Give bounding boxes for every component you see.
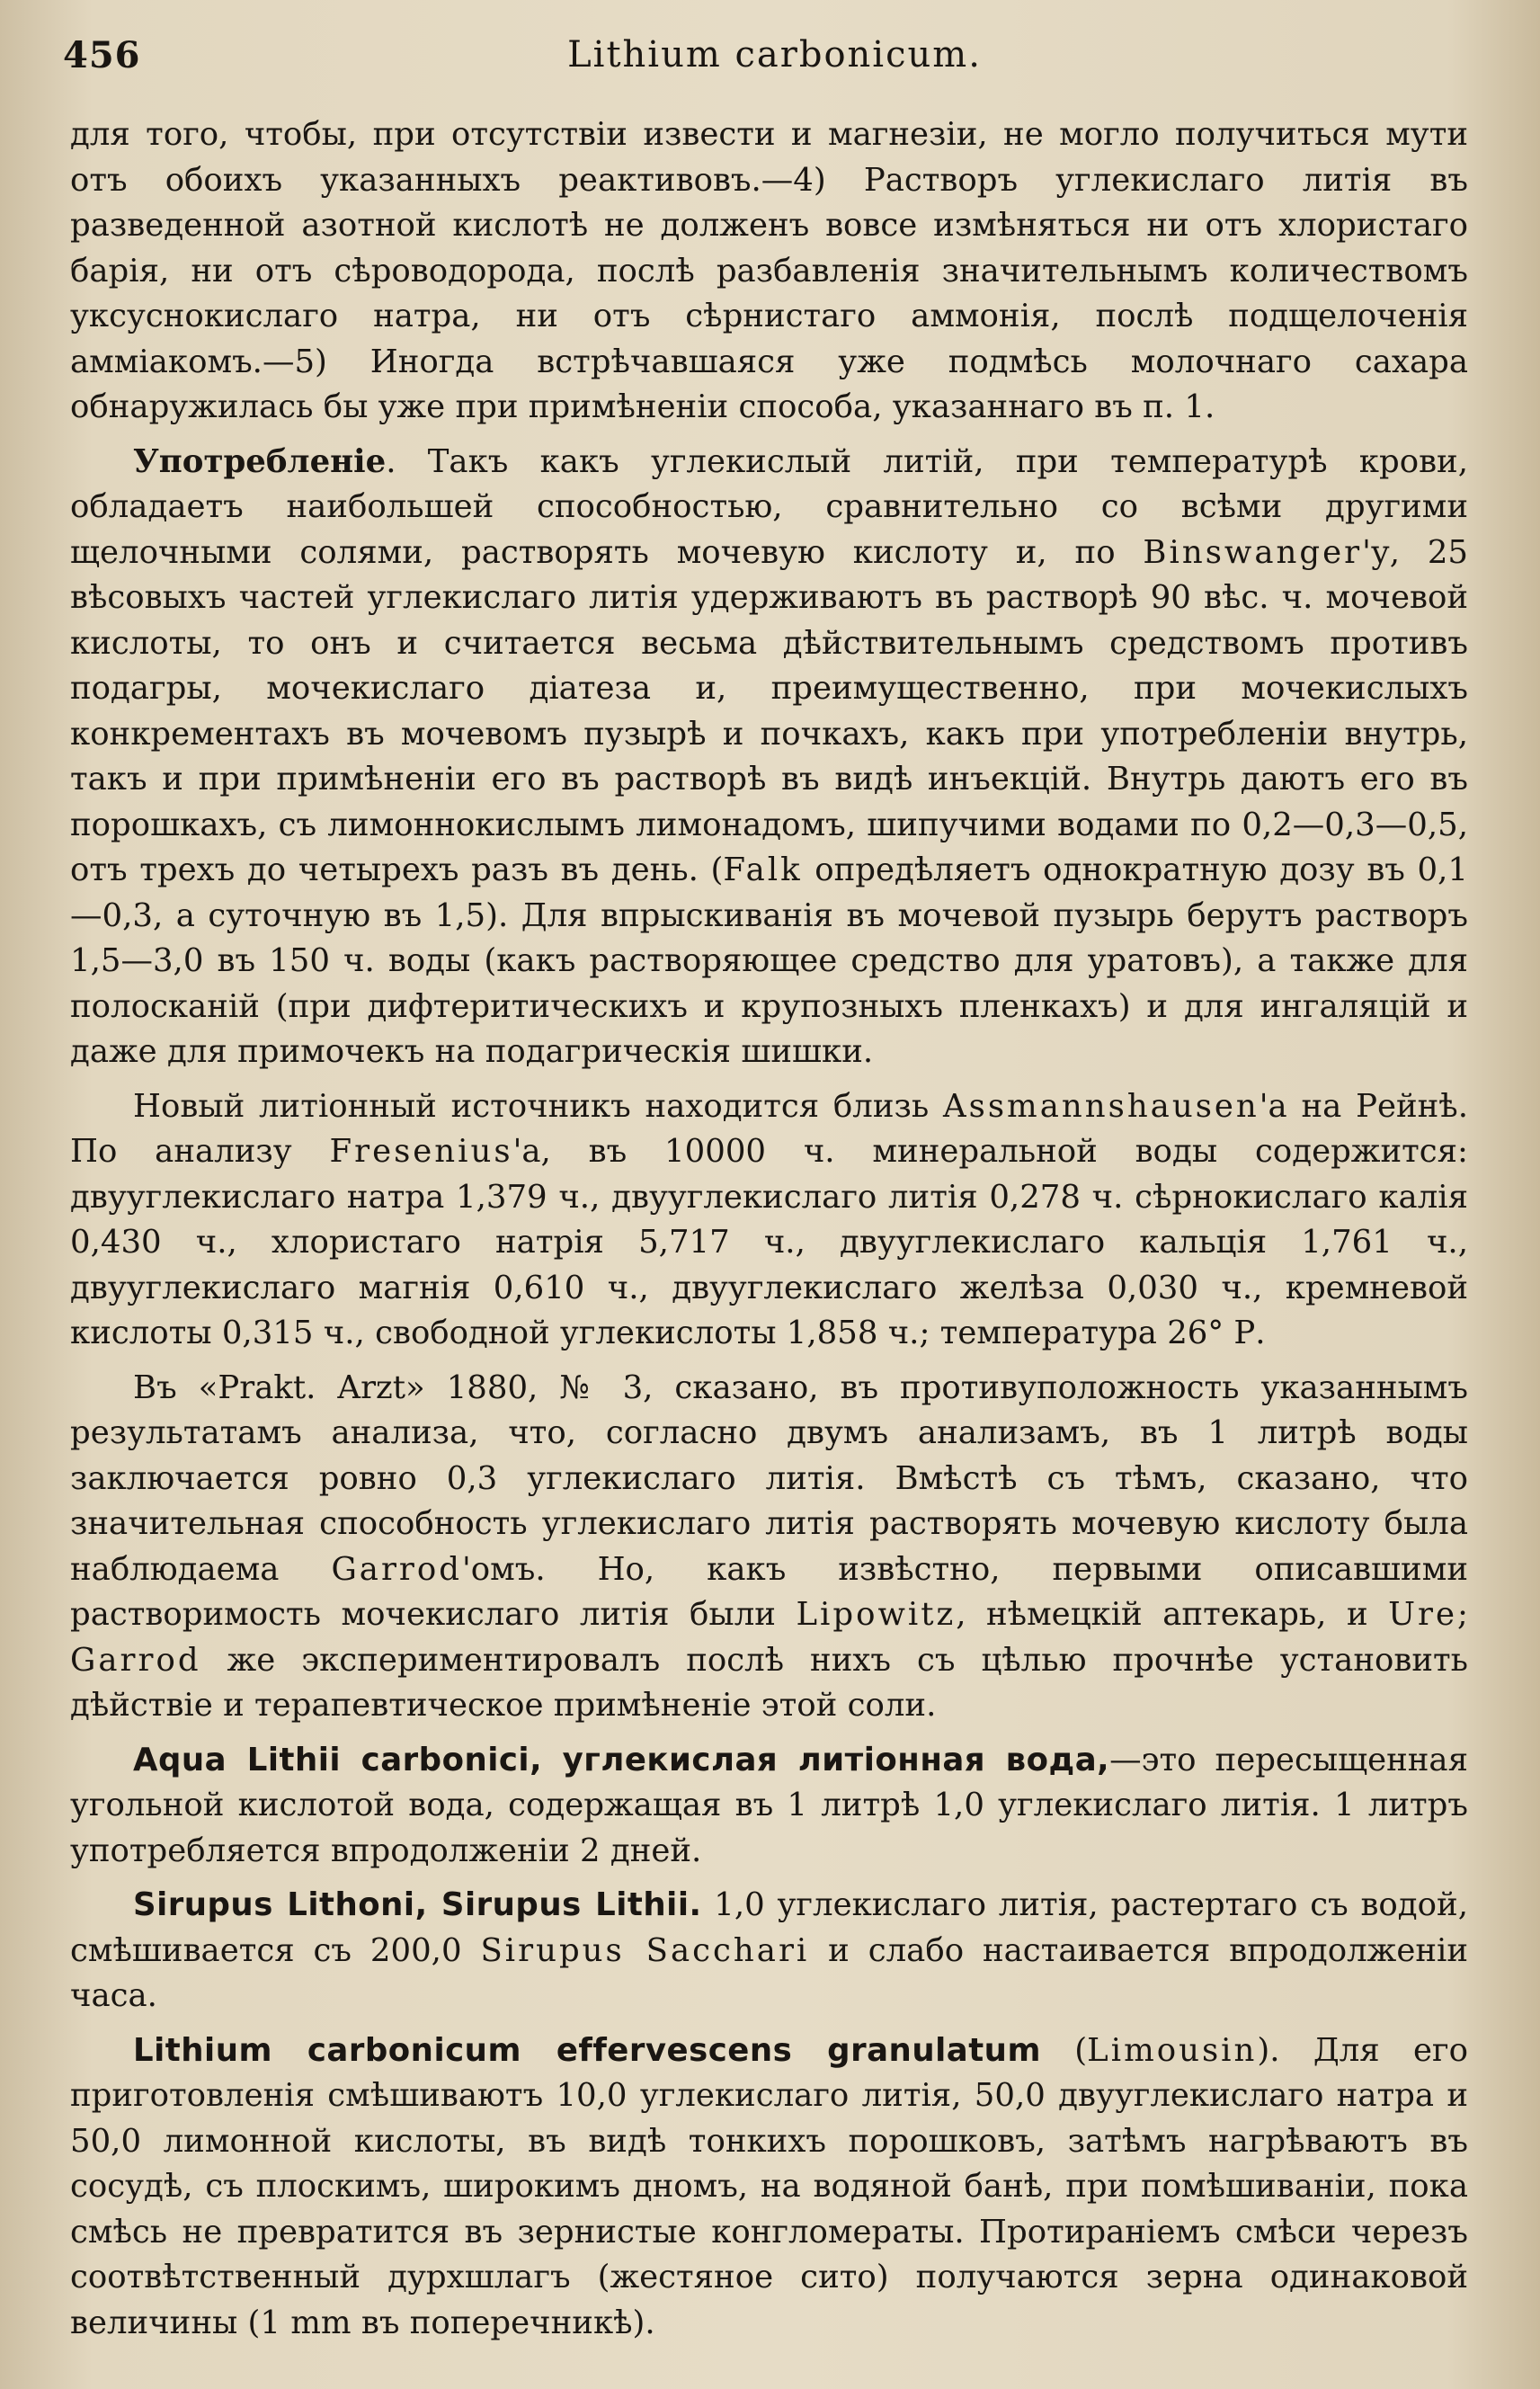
entry-title: Aqua Lithii carbonici, углекислая литіонная вода, — [133, 1741, 1110, 1778]
text-run: 'а, въ 10000 ч. минеральной воды содержится: двууглекислаго натра 1,379 ч., двууглекислаго литія 0,278 ч. сѣрнокислаго калія 0,430 ч., хлористаго натрія 5,717 ч., двууглекислаго кальція 1,761 ч., двууглекислаго магнія 0,610 ч., двууглекислаго желѣза 0,030 ч., кремневой кислоты 0,315 ч., свободной углекислоты 1,858 ч.; температура 26° Р. — [70, 1133, 1469, 1351]
page-body — [70, 112, 1468, 2355]
place-name: Assmannshausen — [942, 1087, 1260, 1125]
text-run: ). Для его приготовленія смѣшиваютъ 10,0 углекислаго литія, 50,0 двууглекислаго натра и 50,0 лимонной кислоты, въ видѣ тонкихъ порошковъ, затѣмъ нагрѣваютъ въ сосудѣ, съ плоскимъ, широкимъ дномъ, на водяной банѣ, при помѣшиваніи, пока смѣсь не превратится въ зернистые конгломераты. Протираніемъ смѣси черезъ соотвѣтственный дурхшлагъ (жестяное сито) получаются зерна одинаковой величины (1 mm въ поперечникѣ). — [70, 2031, 1468, 2341]
entry-aqua-lithii — [70, 1738, 1468, 1875]
text-run: 'у, 25 вѣсовыхъ частей углекислаго литія удерживаютъ въ растворѣ 90 вѣс. ч. мочевой кислоты, то онъ и считается весьма дѣйствительнымъ средствомъ противъ подагры, мочекислаго діатеза и, преимущественно, при мочекислыхъ конкрементахъ въ мочевомъ пузырѣ и почкахъ, какъ при употребленіи внутрь, такъ и при примѣненіи его въ растворѣ въ видѣ инъекцій. Внутрь даютъ его въ порошкахъ, съ лимоннокислымъ лимонадомъ, шипучими водами по 0,2—0,3—0,5, отъ трехъ до четырехъ разъ въ день. ( — [70, 533, 1468, 888]
text-run: 'а на Рейнѣ. По анализу — [70, 1087, 1468, 1170]
text-run: —это пересыщенная угольной кислотой вода, содержащая въ 1 литрѣ 1,0 углекислаго литія. 1 литръ употребляется впродолженіи 2 дней. — [70, 1741, 1468, 1869]
author-name: Ure — [1388, 1596, 1458, 1633]
author-name: Limousin — [1087, 2031, 1258, 2069]
section-heading-usage: Употребленіе — [133, 442, 387, 480]
text-run: и слабо настаивается впродолженіи часа. — [70, 1931, 1469, 2014]
text-run: Новый литіонный источникъ находится близь — [133, 1087, 943, 1125]
running-title: Lithium carbonicum. — [567, 34, 982, 76]
text-run: ; — [1457, 1596, 1469, 1633]
ingredient-name: Sirupus Sacchari — [480, 1931, 810, 1969]
author-name: Garrod — [70, 1641, 201, 1679]
entry-title: Sirupus Lithoni, Sirupus Lithii. — [133, 1886, 702, 1923]
text-run: ( — [1040, 2031, 1088, 2069]
author-name: Lipowitz — [796, 1596, 957, 1633]
entry-sirupus-lithii — [70, 1883, 1468, 2019]
text-run: Въ «Prakt. Arzt» 1880, № 3, сказано, въ противуположность указаннымъ результатамъ анализа, что, согласно двумъ анализамъ, въ 1 литрѣ воды заключается ровно 0,3 углекислаго литія. Вмѣстѣ съ тѣмъ, сказано, что значительная способность углекислаго литія растворять мочевую кислоту была наблюдаема — [70, 1368, 1468, 1588]
text-run: , нѣмецкій аптекарь, и — [956, 1596, 1389, 1633]
author-name: Garrod — [331, 1550, 462, 1588]
text-run: же экспериментировалъ послѣ нихъ съ цѣлью прочнѣе установить дѣйствіе и терапевтическое примѣненіе этой соли. — [70, 1641, 1468, 1724]
paragraph-1 — [70, 112, 1468, 431]
paragraph-prakt-arzt — [70, 1366, 1468, 1729]
entry-title: Lithium carbonicum effervescens granulatum — [133, 2031, 1041, 2069]
page-header — [63, 25, 1486, 88]
text-run: . Такъ какъ углекислый литій, при температурѣ крови, обладаетъ наибольшей способностью, сравнительно со всѣми другими щелочными солями, растворять мочевую кислоту и, по — [70, 442, 1468, 571]
text-run: 'омъ. Но, какъ извѣстно, первыми описавшими растворимость мочекислаго литія были — [70, 1550, 1468, 1633]
paragraph-spring — [70, 1084, 1468, 1357]
author-name: Falk — [723, 851, 803, 888]
page-number: 456 — [63, 34, 141, 76]
author-name: Binswanger — [1143, 533, 1363, 571]
author-name: Fresenius — [329, 1133, 513, 1170]
text-run: 1,0 углекислаго литія, растертаго съ водой, смѣшивается съ 200,0 — [70, 1886, 1468, 1969]
text-run: опредѣляетъ однократную дозу въ 0,1—0,3, а суточную въ 1,5). Для впрыскиванія въ мочевой пузырь берутъ растворъ 1,5—3,0 въ 150 ч. воды (какъ растворяющее средство для уратовъ), а также для полосканій (при дифтеритическихъ и крупозныхъ пленкахъ) и для ингаляцій и даже для примочекъ на подагрическія шишки. — [70, 851, 1468, 1070]
text-run: для того, чтобы, при отсутствіи извести и магнезіи, не могло получиться мути отъ обоихъ указанныхъ реактивовъ.—4) Растворъ углекислаго литія въ разведенной азотной кислотѣ не долженъ вовсе измѣняться ни отъ хлористаго барія, ни отъ сѣроводорода, послѣ разбавленія значительнымъ количествомъ уксуснокислаго натра, ни отъ сѣрнистаго аммонія, послѣ подщелоченія аммiакомъ.—5) Иногда встрѣчавшаяся уже подмѣсь молочнаго сахара обнаружилась бы уже при примѣненіи способа, указаннаго въ п. 1. — [70, 116, 1468, 425]
paragraph-usage — [70, 440, 1468, 1075]
entry-lithium-effervescens — [70, 2028, 1468, 2347]
